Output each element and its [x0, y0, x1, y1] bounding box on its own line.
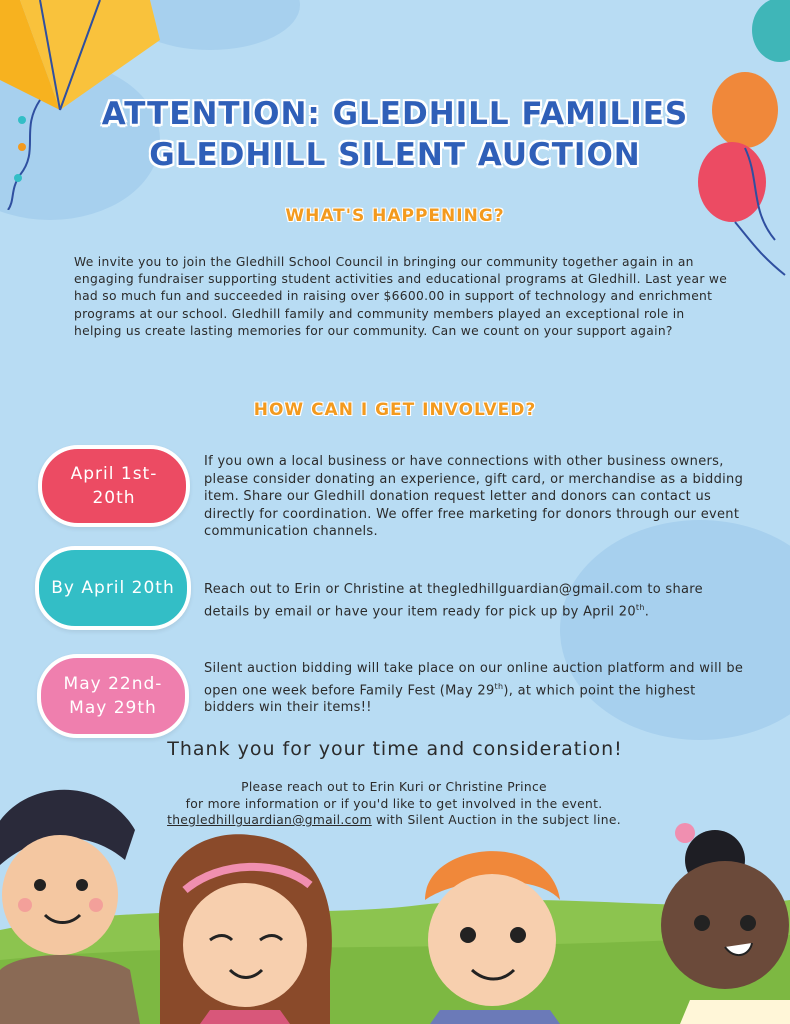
child-illustration: [150, 830, 340, 1024]
date-pill-may-22-29: May 22nd- May 29th: [37, 654, 189, 738]
step-2-text: [204, 581, 744, 620]
step-1-text: If you own a local business or have connections with other business owners, please consider donating an experience, gift card, or merchandise as a bidding item. Share our Gledhill donation request letter and donors can contact us directly for coordination. We offer free marketing for donors through our event communication channels.: [204, 454, 744, 539]
date-pill-april-1-20: April 1st- 20th: [38, 445, 190, 527]
contact-line-3-rest: with Silent Auction in the subject line.: [371, 813, 621, 827]
how-involved-heading: HOW CAN I GET INVOLVED?: [253, 400, 537, 420]
date-pill-by-april-20: By April 20th: [35, 546, 191, 630]
title-line-2: GLEDHILL SILENT AUCTION: [149, 137, 641, 173]
contact-email-link[interactable]: thegledhillguardian@gmail.com: [167, 813, 372, 827]
step-2-text-end: .: [644, 603, 650, 619]
child-illustration: [410, 820, 580, 1024]
child-illustration: [0, 770, 140, 1024]
contact-line-1: Please reach out to Erin Kuri or Christine Prince: [241, 780, 547, 794]
contact-line-2: for more information or if you'd like to get involved in the event.: [185, 797, 603, 811]
step-3-text-end: ), at which point the highest bidders win their items!!: [204, 682, 696, 716]
whats-happening-heading: WHAT'S HAPPENING?: [285, 206, 505, 226]
child-illustration: [640, 815, 790, 1024]
step-3-text: [204, 660, 744, 717]
step-3-superscript: th: [494, 681, 504, 691]
intro-paragraph: We invite you to join the Gledhill School Council in bringing our community together again in an engaging fundraiser supporting student activities and educational programs at Gledhill. Last year we had so much fun and succeeded in raising over $6600.00 in support of technology and enrichment programs at our school. Gledhill family and community members played an exceptional role in helping us create lasting memories for our community. Can we count on your support again?: [74, 255, 728, 338]
title-line-1: ATTENTION: GLEDHILL FAMILIES: [101, 96, 689, 132]
step-2-text-main: Reach out to Erin or Christine at thegledhillguardian@gmail.com to share details by email or have your item ready for pick up by April 20: [204, 582, 703, 619]
step-3-text-main: Silent auction bidding will take place on our online auction platform and will be open one week before Family Fest (May 29: [204, 661, 744, 698]
thank-you-line: Thank you for your time and consideration!: [167, 738, 623, 760]
step-2-superscript: th: [635, 602, 645, 612]
